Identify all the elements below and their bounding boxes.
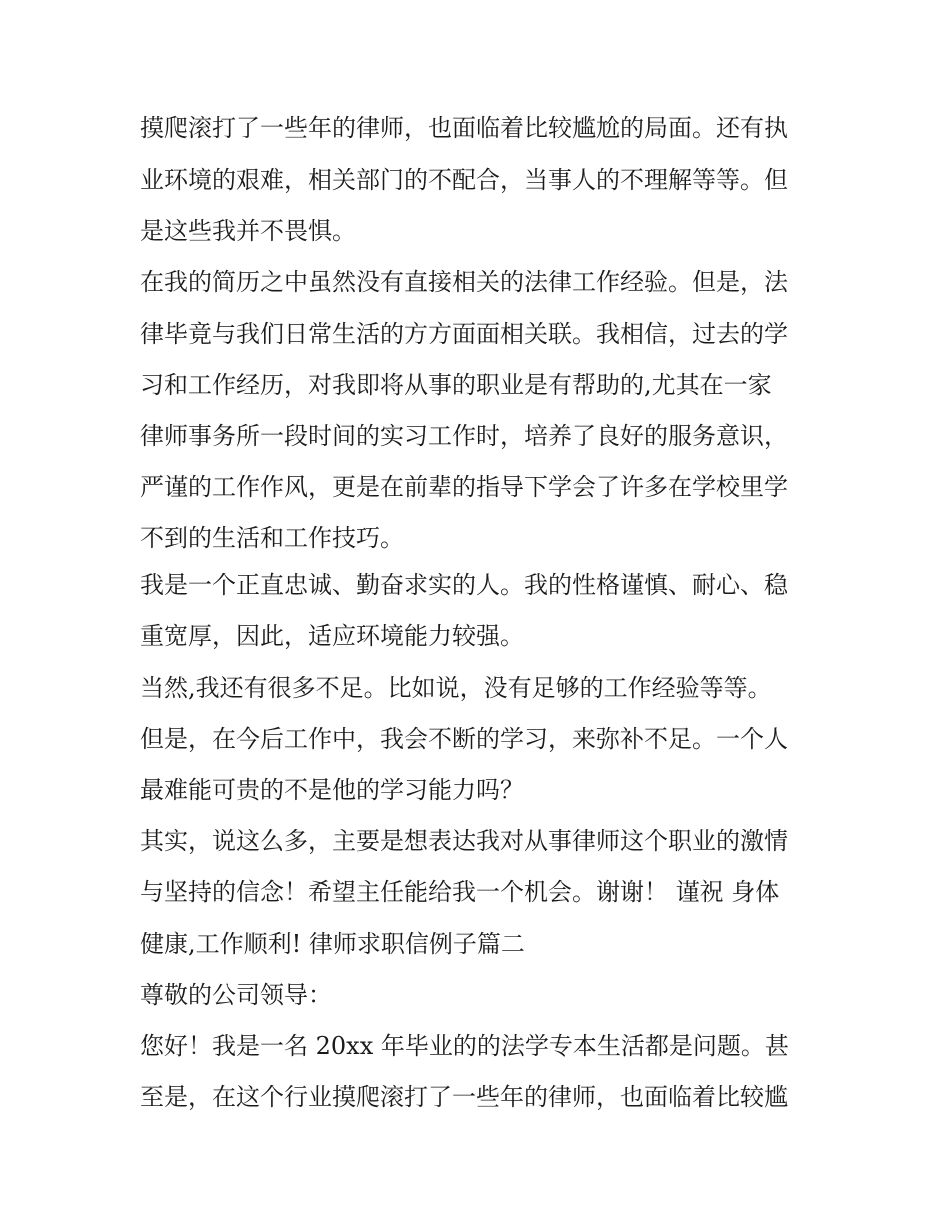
text-line: 您好！我是一名 20xx 年毕业的的法学专本生活都是问题。甚 <box>140 1032 789 1060</box>
text-line: 最难能可贵的不是他的学习能力吗？ <box>140 776 524 804</box>
text-line: 摸爬滚打了一些年的律师，也面临着比较尴尬的局面。还有执 <box>140 114 788 142</box>
text-line: 是这些我并不畏惧。 <box>140 217 356 245</box>
text-line: 重宽厚，因此，适应环境能力较强。 <box>140 622 524 650</box>
text-line: 业环境的艰难，相关部门的不配合，当事人的不理解等等。但 <box>140 166 788 194</box>
text-line: 律毕竟与我们日常生活的方方面面相关联。我相信，过去的学 <box>140 320 788 348</box>
text-line: 与坚持的信念！希望主任能给我一个机会。谢谢！ 谨祝 身体 <box>140 878 780 906</box>
text-line: 尊敬的公司领导： <box>140 981 332 1009</box>
text-line: 习和工作经历，对我即将从事的职业是有帮助的,尤其在一家 <box>140 371 772 399</box>
text-line: 健康,工作顺利! 律师求职信例子篇二 <box>140 930 525 958</box>
text-line: 其实，说这么多，主要是想表达我对从事律师这个职业的激情 <box>140 827 788 855</box>
text-line: 至是，在这个行业摸爬滚打了一些年的律师，也面临着比较尴 <box>140 1083 788 1111</box>
text-line: 在我的简历之中虽然没有直接相关的法律工作经验。但是，法 <box>140 268 788 296</box>
text-line: 严谨的工作作风，更是在前辈的指导下学会了许多在学校里学 <box>140 473 788 501</box>
text-line: 不到的生活和工作技巧。 <box>140 524 404 552</box>
text-line: 但是，在今后工作中，我会不断的学习，来弥补不足。一个人 <box>140 725 788 753</box>
text-line: 当然,我还有很多不足。比如说，没有足够的工作经验等等。 <box>140 674 772 702</box>
text-line: 律师事务所一段时间的实习工作时，培养了良好的服务意识， <box>140 422 788 450</box>
text-line: 我是一个正直忠诚、勤奋求实的人。我的性格谨慎、耐心、稳 <box>140 571 788 599</box>
